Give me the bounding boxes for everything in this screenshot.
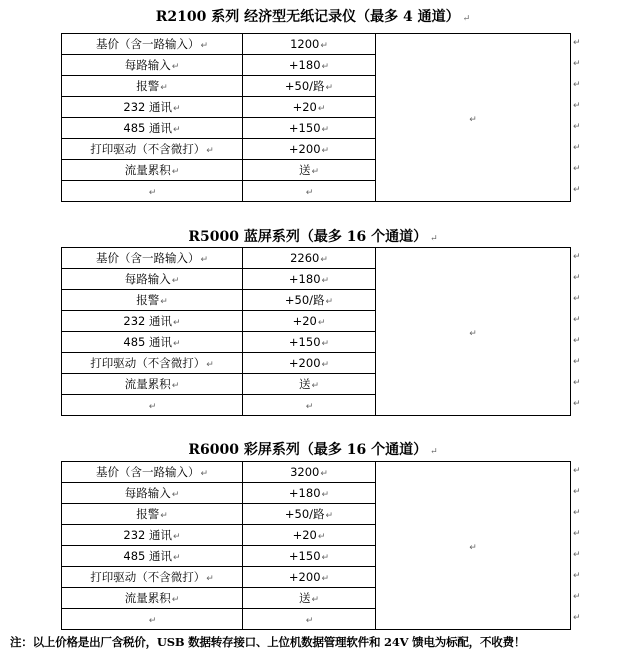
section-title <box>0 8 626 28</box>
item-cell <box>62 462 243 483</box>
paragraph-mark-icon: ↵ <box>321 490 330 500</box>
item-label: 报警 <box>136 293 160 307</box>
price-cell <box>243 588 376 609</box>
remarks-cell <box>376 462 571 630</box>
item-cell <box>62 546 243 567</box>
item-label: 报警 <box>136 507 160 521</box>
paragraph-mark-icon: ↵ <box>320 41 328 51</box>
item-label: 485 通讯 <box>123 335 173 349</box>
item-cell <box>62 588 243 609</box>
item-cell <box>62 34 243 55</box>
price-cell <box>243 181 376 202</box>
item-cell <box>62 311 243 332</box>
price-value: 送 <box>298 591 311 605</box>
paragraph-mark-icon: ↵ <box>311 381 320 391</box>
item-cell <box>62 97 243 118</box>
paragraph-mark-icon: ↵ <box>573 185 581 195</box>
item-cell <box>62 332 243 353</box>
paragraph-mark-icon: ↵ <box>305 616 314 626</box>
paragraph-mark-icon: ↵ <box>206 360 214 370</box>
paragraph-mark-icon: ↵ <box>573 613 581 623</box>
paragraph-mark-icon: ↵ <box>469 328 477 339</box>
item-cell <box>62 139 243 160</box>
item-cell <box>62 55 243 76</box>
paragraph-mark-icon: ↵ <box>321 574 330 584</box>
item-label: 流量累积 <box>124 591 171 605</box>
price-cell <box>243 483 376 504</box>
price-cell <box>243 374 376 395</box>
price-cell <box>243 609 376 630</box>
paragraph-mark-icon: ↵ <box>430 234 438 244</box>
paragraph-mark-icon: ↵ <box>321 276 330 286</box>
section-title <box>0 228 626 248</box>
remarks-cell <box>376 34 571 202</box>
paragraph-mark-icon: ↵ <box>171 490 180 500</box>
price-value: 送 <box>298 377 311 391</box>
paragraph-mark-icon: ↵ <box>573 508 581 518</box>
table-row <box>62 34 571 55</box>
price-value: +20 <box>292 314 317 328</box>
paragraph-mark-icon: ↵ <box>200 41 209 51</box>
item-cell <box>62 76 243 97</box>
paragraph-mark-icon: ↵ <box>173 104 181 114</box>
price-cell <box>243 395 376 416</box>
paragraph-mark-icon: ↵ <box>469 114 477 125</box>
price-value: +50/路 <box>284 507 325 521</box>
price-cell <box>243 160 376 181</box>
paragraph-mark-icon: ↵ <box>573 315 581 325</box>
paragraph-mark-icon: ↵ <box>325 511 334 521</box>
price-cell <box>243 76 376 97</box>
section-title-text: R5000 蓝屏系列（最多 16 个通道） <box>188 229 428 245</box>
price-value: +20 <box>292 528 317 542</box>
table-row <box>62 462 571 483</box>
item-cell <box>62 290 243 311</box>
price-value: +150 <box>288 335 321 349</box>
paragraph-mark-icon: ↵ <box>573 38 581 48</box>
paragraph-mark-icon: ↵ <box>321 146 330 156</box>
paragraph-mark-icon: ↵ <box>573 143 581 153</box>
item-label: 流量累积 <box>124 377 171 391</box>
paragraph-mark-icon: ↵ <box>317 318 326 328</box>
item-label: 打印驱动（不含微打） <box>90 356 206 370</box>
price-value: +200 <box>288 142 321 156</box>
item-label: 打印驱动（不含微打） <box>90 570 206 584</box>
paragraph-mark-icon: ↵ <box>160 83 168 93</box>
paragraph-mark-icon: ↵ <box>173 318 181 328</box>
item-cell <box>62 609 243 630</box>
paragraph-mark-icon: ↵ <box>305 188 314 198</box>
paragraph-mark-icon: ↵ <box>573 529 581 539</box>
price-cell <box>243 353 376 374</box>
paragraph-mark-icon: ↵ <box>325 297 334 307</box>
paragraph-mark-icon: ↵ <box>573 80 581 90</box>
paragraph-mark-icon: ↵ <box>430 447 438 457</box>
item-label: 报警 <box>136 79 160 93</box>
price-table <box>61 247 571 416</box>
paragraph-mark-icon: ↵ <box>311 167 320 177</box>
paragraph-mark-icon: ↵ <box>573 378 581 388</box>
section-title-text: R6000 彩屏系列（最多 16 个通道） <box>188 442 428 458</box>
paragraph-mark-icon: ↵ <box>317 532 326 542</box>
paragraph-mark-icon: ↵ <box>200 255 209 265</box>
item-label: 485 通讯 <box>123 121 173 135</box>
price-value: +50/路 <box>284 79 325 93</box>
paragraph-mark-icon: ↵ <box>148 616 157 626</box>
paragraph-mark-icon: ↵ <box>573 399 581 409</box>
item-cell <box>62 504 243 525</box>
item-label: 基价（含一路输入） <box>95 37 200 51</box>
paragraph-mark-icon: ↵ <box>305 402 314 412</box>
paragraph-mark-icon: ↵ <box>160 297 168 307</box>
paragraph-mark-icon: ↵ <box>573 466 581 476</box>
paragraph-mark-icon: ↵ <box>171 167 180 177</box>
item-label: 485 通讯 <box>123 549 173 563</box>
price-cell <box>243 290 376 311</box>
item-label: 每路输入 <box>124 486 171 500</box>
item-label: 每路输入 <box>124 272 171 286</box>
paragraph-mark-icon: ↵ <box>148 402 157 412</box>
item-cell <box>62 248 243 269</box>
item-cell <box>62 483 243 504</box>
price-cell <box>243 269 376 290</box>
paragraph-mark-icon: ↵ <box>206 574 214 584</box>
paragraph-mark-icon: ↵ <box>573 487 581 497</box>
price-value: 2260 <box>290 251 320 265</box>
paragraph-mark-icon: ↵ <box>321 339 330 349</box>
price-cell <box>243 55 376 76</box>
paragraph-mark-icon: ↵ <box>321 125 330 135</box>
item-cell <box>62 118 243 139</box>
paragraph-mark-icon: ↵ <box>206 146 214 156</box>
remarks-cell <box>376 248 571 416</box>
paragraph-mark-icon: ↵ <box>573 550 581 560</box>
item-label: 流量累积 <box>124 163 171 177</box>
item-cell <box>62 353 243 374</box>
price-value: 送 <box>298 163 311 177</box>
paragraph-mark-icon: ↵ <box>171 381 180 391</box>
table-row <box>62 248 571 269</box>
paragraph-mark-icon: ↵ <box>321 360 330 370</box>
paragraph-mark-icon: ↵ <box>573 336 581 346</box>
paragraph-mark-icon: ↵ <box>573 122 581 132</box>
section-title <box>0 441 626 461</box>
paragraph-mark-icon: ↵ <box>173 125 181 135</box>
price-cell <box>243 139 376 160</box>
price-value: +200 <box>288 356 321 370</box>
paragraph-mark-icon: ↵ <box>573 357 581 367</box>
price-cell <box>243 462 376 483</box>
paragraph-mark-icon: ↵ <box>573 294 581 304</box>
paragraph-mark-icon: ↵ <box>321 62 330 72</box>
price-cell <box>243 546 376 567</box>
paragraph-mark-icon: ↵ <box>171 276 180 286</box>
item-cell <box>62 567 243 588</box>
paragraph-mark-icon: ↵ <box>320 469 328 479</box>
paragraph-mark-icon: ↵ <box>573 273 581 283</box>
price-cell <box>243 525 376 546</box>
price-table <box>61 33 571 202</box>
item-cell <box>62 374 243 395</box>
paragraph-mark-icon: ↵ <box>325 83 334 93</box>
footer-note: 注：以上价格是出厂含税价，USB 数据转存接口、上位机数据管理软件和 24V 馈电为标配，不收费！ <box>10 635 526 649</box>
item-cell <box>62 269 243 290</box>
paragraph-mark-icon: ↵ <box>171 62 180 72</box>
paragraph-mark-icon: ↵ <box>311 595 320 605</box>
item-label: 打印驱动（不含微打） <box>90 142 206 156</box>
price-cell <box>243 248 376 269</box>
item-label: 每路输入 <box>124 58 171 72</box>
item-label: 232 通讯 <box>123 100 173 114</box>
price-value: 1200 <box>290 37 320 51</box>
item-label: 232 通讯 <box>123 314 173 328</box>
item-cell <box>62 160 243 181</box>
price-cell <box>243 97 376 118</box>
item-label: 基价（含一路输入） <box>95 251 200 265</box>
paragraph-mark-icon: ↵ <box>573 252 581 262</box>
paragraph-mark-icon: ↵ <box>320 255 328 265</box>
paragraph-mark-icon: ↵ <box>173 532 181 542</box>
paragraph-mark-icon: ↵ <box>148 188 157 198</box>
price-table <box>61 461 571 630</box>
item-cell <box>62 181 243 202</box>
price-cell <box>243 34 376 55</box>
item-cell <box>62 395 243 416</box>
paragraph-mark-icon: ↵ <box>573 592 581 602</box>
paragraph-mark-icon: ↵ <box>173 339 181 349</box>
price-value: +180 <box>288 486 321 500</box>
paragraph-mark-icon: ↵ <box>173 553 181 563</box>
price-cell <box>243 504 376 525</box>
price-value: +180 <box>288 58 321 72</box>
paragraph-mark-icon: ↵ <box>321 553 330 563</box>
price-cell <box>243 332 376 353</box>
paragraph-mark-icon: ↵ <box>462 14 471 24</box>
item-label: 基价（含一路输入） <box>95 465 200 479</box>
paragraph-mark-icon: ↵ <box>573 571 581 581</box>
price-value: +20 <box>292 100 317 114</box>
paragraph-mark-icon: ↵ <box>573 164 581 174</box>
paragraph-mark-icon: ↵ <box>200 469 209 479</box>
paragraph-mark-icon: ↵ <box>469 542 477 553</box>
price-value: +50/路 <box>284 293 325 307</box>
item-label: 232 通讯 <box>123 528 173 542</box>
paragraph-mark-icon: ↵ <box>573 59 581 69</box>
price-cell <box>243 118 376 139</box>
price-value: +150 <box>288 549 321 563</box>
paragraph-mark-icon: ↵ <box>573 101 581 111</box>
price-value: +180 <box>288 272 321 286</box>
paragraph-mark-icon: ↵ <box>317 104 326 114</box>
paragraph-mark-icon: ↵ <box>160 511 168 521</box>
item-cell <box>62 525 243 546</box>
price-cell <box>243 311 376 332</box>
price-value: 3200 <box>290 465 320 479</box>
paragraph-mark-icon: ↵ <box>171 595 180 605</box>
price-value: +200 <box>288 570 321 584</box>
section-title-text: R2100 系列 经济型无纸记录仪（最多 4 通道） <box>155 9 460 25</box>
price-cell <box>243 567 376 588</box>
price-value: +150 <box>288 121 321 135</box>
